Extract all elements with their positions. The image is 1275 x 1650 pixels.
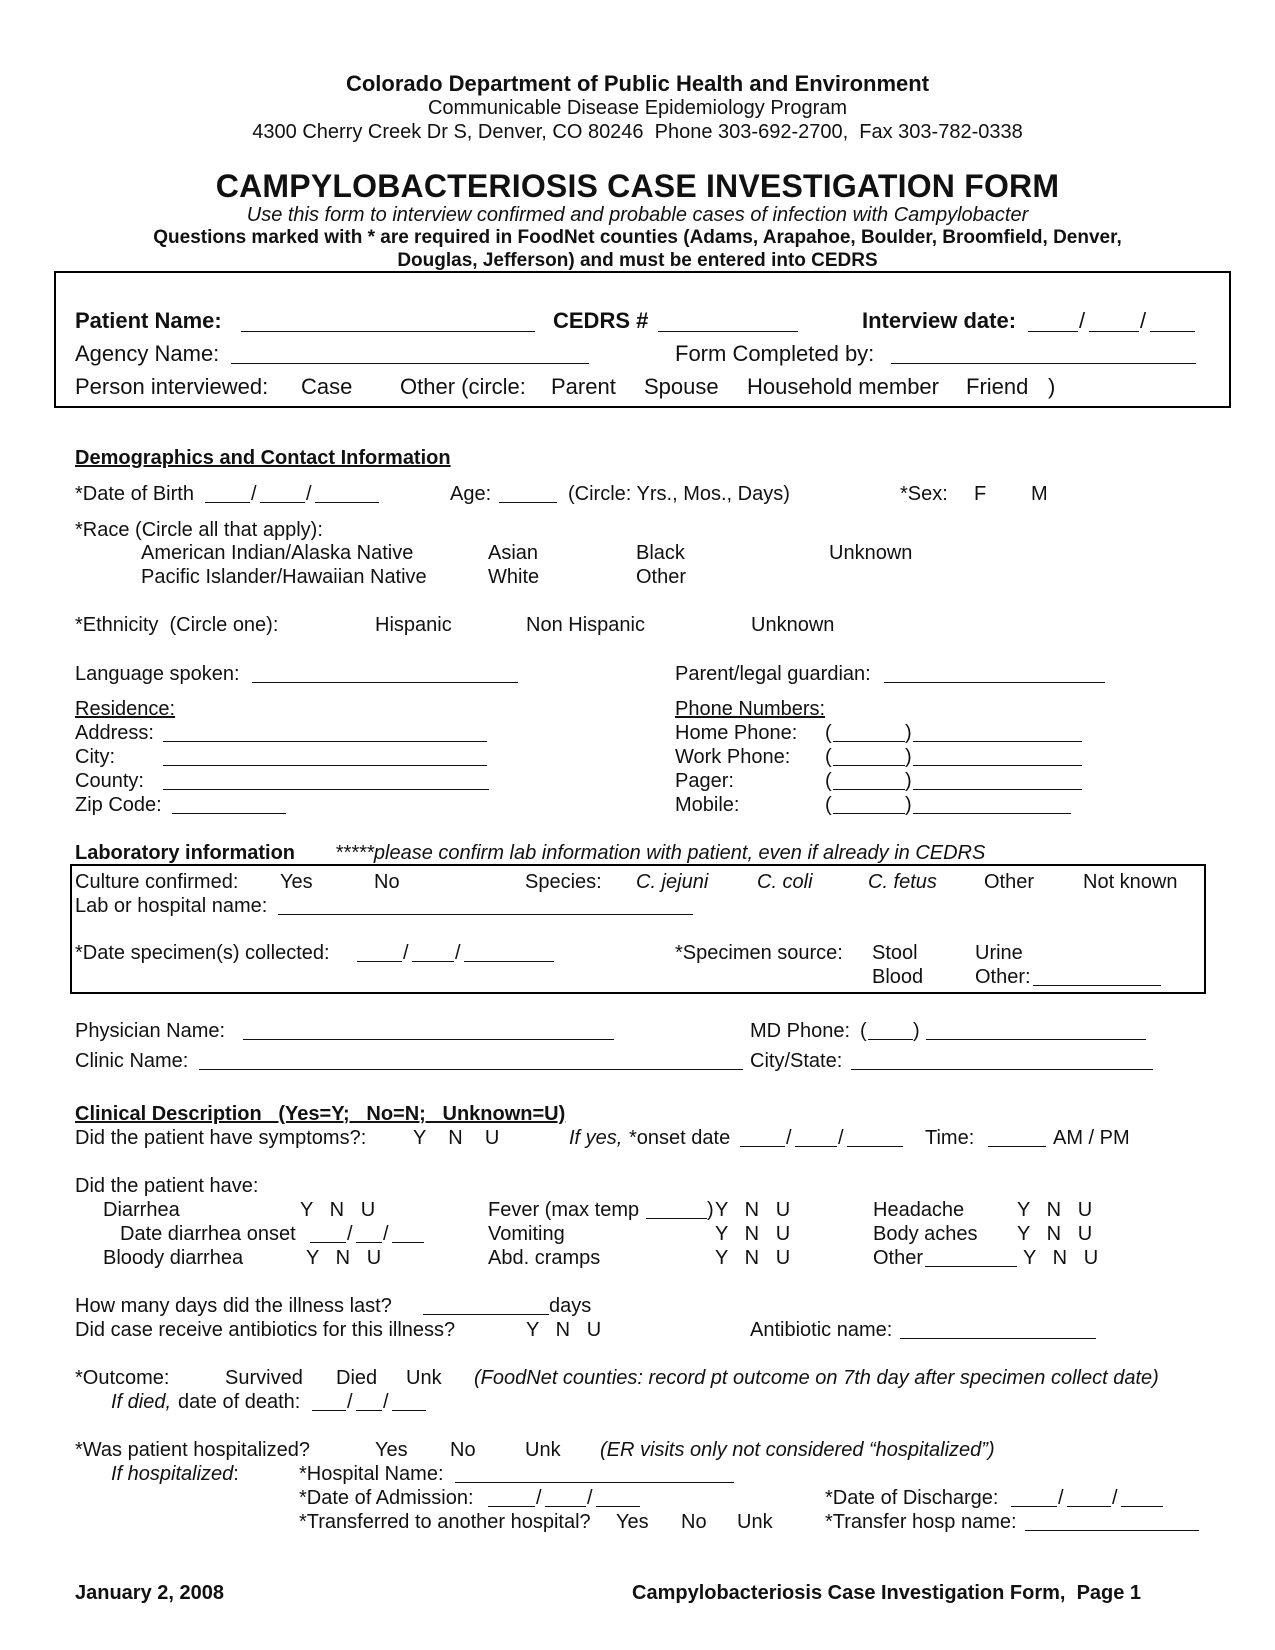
discharge-month[interactable] (1011, 1506, 1057, 1507)
ethnicity-label: *Ethnicity (Circle one): (75, 614, 279, 636)
home-phone-area[interactable] (833, 741, 905, 742)
phones-heading: Phone Numbers: (675, 698, 826, 720)
outcome-unk[interactable]: Unk (406, 1367, 442, 1389)
hospitalized-question: *Was patient hospitalized? (75, 1439, 310, 1461)
body-aches-label: Body aches (873, 1223, 978, 1245)
form-title: CAMPYLOBACTERIOSIS CASE INVESTIGATION FORM (215, 168, 1060, 204)
interview-date-day[interactable] (1089, 331, 1139, 332)
hospitalized-yes[interactable]: Yes (375, 1439, 408, 1461)
death-day[interactable] (356, 1410, 382, 1411)
lab-heading: Laboratory information (75, 842, 296, 864)
required-note-1: Questions marked with * are required in FoodNet counties (Adams, Arapahoe, Boulder, Broomfield, Denver, (153, 227, 1122, 248)
fever-ynu[interactable]: Y N U (715, 1199, 791, 1221)
pager-area[interactable] (833, 789, 905, 790)
culture-no[interactable]: No (374, 871, 400, 893)
source-urine[interactable]: Urine (975, 942, 1023, 964)
ethnicity-option[interactable]: Hispanic (375, 614, 452, 636)
species-option[interactable]: C. jejuni (636, 871, 709, 893)
transferred-question: *Transferred to another hospital? (299, 1511, 591, 1533)
agency-name-label: Agency Name: (75, 341, 220, 366)
diarrhea-onset-day[interactable] (356, 1242, 382, 1243)
city-label: City: (75, 746, 115, 768)
person-interviewed-label: Person interviewed: (75, 374, 269, 399)
vomiting-label: Vomiting (488, 1223, 565, 1245)
md-phone-label: MD Phone: (750, 1020, 851, 1042)
demographics-heading: Demographics and Contact Information (75, 447, 451, 469)
city-field[interactable] (163, 765, 487, 766)
required-note-2: Douglas, Jefferson) and must be entered into CEDRS (397, 250, 878, 271)
death-date-label: date of death: (178, 1391, 301, 1413)
age-field[interactable] (499, 502, 557, 503)
sex-f[interactable]: F (974, 483, 987, 505)
symptoms-question: Did the patient have symptoms?: (75, 1127, 367, 1149)
days-question: How many days did the illness last? (75, 1295, 392, 1317)
antibiotics-question: Did case receive antibiotics for this illness? (75, 1319, 456, 1341)
city-state-label: City/State: (750, 1050, 843, 1072)
transfer-name-label: *Transfer hosp name: (825, 1511, 1017, 1533)
admission-day[interactable] (545, 1506, 586, 1507)
diarrhea-onset-month[interactable] (310, 1242, 346, 1243)
residence-heading: Residence: (75, 698, 176, 720)
interview-date-year[interactable] (1150, 331, 1195, 332)
zip-field[interactable] (172, 813, 286, 814)
dob-label: *Date of Birth (75, 483, 194, 505)
program-name: Communicable Disease Epidemiology Program (427, 97, 848, 119)
admission-year[interactable] (596, 1506, 640, 1507)
fever-label: Fever (max temp (488, 1199, 640, 1221)
abd-label: Abd. cramps (488, 1247, 601, 1269)
other-symptom-label: Other (873, 1247, 924, 1269)
body-aches-ynu[interactable]: Y N U (1017, 1223, 1093, 1245)
diarrhea-onset-year[interactable] (392, 1242, 424, 1243)
date-collected-month[interactable] (357, 961, 402, 962)
close-paren: ) (1048, 374, 1056, 399)
clinic-name-field[interactable] (199, 1069, 743, 1070)
source-other-field[interactable] (1033, 985, 1161, 986)
er-note: (ER visits only not considered “hospitalized”) (600, 1439, 995, 1461)
race-option[interactable]: Pacific Islander/Hawaiian Native (141, 566, 427, 588)
clinic-name-label: Clinic Name: (75, 1050, 189, 1072)
antibiotics-ynu[interactable]: Y N U (526, 1319, 602, 1341)
patient-name-label: Patient Name: (75, 308, 222, 333)
lab-name-label: Lab or hospital name: (75, 895, 268, 917)
guardian-field[interactable] (884, 682, 1105, 683)
antibiotic-name-field[interactable] (900, 1338, 1096, 1339)
diarrhea-ynu[interactable]: Y N U (300, 1199, 376, 1221)
days-unit: days (549, 1295, 592, 1317)
age-unit-options[interactable]: (Circle: Yrs., Mos., Days) (568, 483, 790, 505)
physician-name-label: Physician Name: (75, 1020, 226, 1042)
pager-field[interactable] (913, 789, 1082, 790)
footer-page: Campylobacteriosis Case Investigation Form, Page 1 (632, 1582, 1142, 1604)
mobile-label: Mobile: (675, 794, 740, 816)
sex-m[interactable]: M (1031, 483, 1048, 505)
outcome-label: *Outcome: (75, 1367, 170, 1389)
race-option[interactable]: Other (636, 566, 687, 588)
option-friend[interactable]: Friend (966, 374, 1029, 399)
headache-ynu[interactable]: Y N U (1017, 1199, 1093, 1221)
source-other-label: Other: (975, 966, 1031, 988)
patient-name-field[interactable] (241, 331, 535, 332)
mobile-area[interactable] (833, 813, 905, 814)
time-field[interactable] (988, 1146, 1046, 1147)
source-blood[interactable]: Blood (872, 966, 924, 988)
cedrs-label: CEDRS # (553, 308, 649, 333)
transferred-yes[interactable]: Yes (616, 1511, 649, 1533)
date-collected-label: *Date specimen(s) collected: (75, 942, 330, 964)
species-not-known[interactable]: Not known (1083, 871, 1178, 893)
home-phone-field[interactable] (913, 741, 1082, 742)
hospital-name-field[interactable] (455, 1482, 734, 1483)
hospital-name-label: *Hospital Name: (299, 1463, 444, 1485)
discharge-date-label: *Date of Discharge: (825, 1487, 999, 1509)
county-field[interactable] (163, 789, 489, 790)
county-label: County: (75, 770, 144, 792)
death-year[interactable] (392, 1410, 426, 1411)
md-phone-area[interactable] (868, 1039, 913, 1040)
pager-label: Pager: (675, 770, 734, 792)
language-field[interactable] (252, 682, 518, 683)
vomiting-ynu[interactable]: Y N U (715, 1223, 791, 1245)
language-label: Language spoken: (75, 663, 240, 685)
work-phone-field[interactable] (913, 765, 1082, 766)
lab-note: *****please confirm lab information with patient, even if already in CEDRS (335, 842, 986, 864)
agency-name-field[interactable] (231, 363, 589, 364)
discharge-year[interactable] (1121, 1506, 1163, 1507)
form-subtitle: Use this form to interview confirmed and probable cases of infection with Campylobacter (246, 204, 1029, 226)
physician-name-field[interactable] (243, 1039, 614, 1040)
ethnicity-option[interactable]: Non Hispanic (526, 614, 645, 636)
diarrhea-label: Diarrhea (103, 1199, 180, 1221)
onset-year[interactable] (847, 1146, 903, 1147)
transferred-no[interactable]: No (681, 1511, 707, 1533)
city-state-field[interactable] (851, 1069, 1153, 1070)
clinical-heading: Clinical Description (Yes=Y; No=N; Unknown=U) (75, 1103, 566, 1125)
hospitalized-no[interactable]: No (450, 1439, 476, 1461)
option-case[interactable]: Case (301, 374, 353, 399)
mobile-field[interactable] (913, 813, 1071, 814)
sex-label: *Sex: (900, 483, 948, 505)
diarrhea-onset-label: Date diarrhea onset (120, 1223, 296, 1245)
org-name: Colorado Department of Public Health and Environment (345, 71, 930, 96)
culture-yes[interactable]: Yes (280, 871, 313, 893)
transfer-name-field[interactable] (1025, 1530, 1199, 1531)
guardian-label: Parent/legal guardian: (675, 663, 871, 685)
source-label: *Specimen source: (675, 942, 843, 964)
race-option[interactable]: White (488, 566, 540, 588)
other-symptom-field[interactable] (925, 1266, 1017, 1267)
form-completed-label: Form Completed by: (675, 341, 875, 366)
discharge-day[interactable] (1067, 1506, 1111, 1507)
bloody-label: Bloody diarrhea (103, 1247, 244, 1269)
interview-date-month[interactable] (1028, 331, 1078, 332)
org-address: 4300 Cherry Creek Dr S, Denver, CO 80246 Phone 303-692-2700, Fax 303-782-0338 (252, 121, 1023, 143)
md-phone-field[interactable] (926, 1039, 1146, 1040)
option-other-label: Other (circle: (400, 374, 526, 399)
species-other[interactable]: Other (984, 871, 1035, 893)
race-option[interactable]: Black (636, 542, 685, 564)
date-collected-year[interactable] (464, 961, 554, 962)
culture-label: Culture confirmed: (75, 871, 239, 893)
zip-label: Zip Code: (75, 794, 162, 816)
days-field[interactable] (423, 1314, 549, 1315)
dob-year[interactable] (315, 502, 379, 503)
home-phone-label: Home Phone: (675, 722, 798, 744)
footer-date: January 2, 2008 (75, 1582, 224, 1604)
other-symptom-ynu[interactable]: Y N U (1023, 1247, 1099, 1269)
fever-temp-field[interactable] (646, 1218, 707, 1219)
outcome-survived[interactable]: Survived (225, 1367, 303, 1389)
time-label: Time: (925, 1127, 975, 1149)
species-option[interactable]: C. coli (757, 871, 813, 893)
hospitalized-unk[interactable]: Unk (525, 1439, 561, 1461)
address-label: Address: (75, 722, 154, 744)
bloody-ynu[interactable]: Y N U (306, 1247, 382, 1269)
onset-date-label: *onset date (629, 1127, 731, 1149)
if-hospitalized-label: If hospitalized: (111, 1463, 239, 1485)
cedrs-field[interactable] (658, 331, 798, 332)
if-died-label: If died, (111, 1391, 172, 1413)
ampm-option[interactable]: AM / PM (1053, 1127, 1130, 1149)
source-stool[interactable]: Stool (872, 942, 918, 964)
option-spouse[interactable]: Spouse (644, 374, 719, 399)
outcome-note: (FoodNet counties: record pt outcome on 7th day after specimen collect date) (474, 1367, 1159, 1389)
option-parent[interactable]: Parent (551, 374, 616, 399)
work-phone-label: Work Phone: (675, 746, 791, 768)
transferred-unk[interactable]: Unk (737, 1511, 773, 1533)
race-option[interactable]: American Indian/Alaska Native (141, 542, 414, 564)
form-completed-field[interactable] (891, 363, 1196, 364)
onset-month[interactable] (740, 1146, 785, 1147)
species-label: Species: (525, 871, 602, 893)
age-label: Age: (450, 483, 492, 505)
onset-day[interactable] (795, 1146, 837, 1147)
symptoms-ynu[interactable]: Y N U (413, 1127, 500, 1149)
work-phone-area[interactable] (833, 765, 905, 766)
race-label: *Race (Circle all that apply): (75, 519, 323, 541)
species-option[interactable]: C. fetus (868, 871, 937, 893)
option-household[interactable]: Household member (747, 374, 939, 399)
headache-label: Headache (873, 1199, 965, 1221)
abd-ynu[interactable]: Y N U (715, 1247, 791, 1269)
interview-date-label: Interview date: (862, 308, 1017, 333)
race-option[interactable]: Asian (488, 542, 539, 564)
lab-name-field[interactable] (278, 914, 693, 915)
ethnicity-option[interactable]: Unknown (751, 614, 835, 636)
did-have-label: Did the patient have: (75, 1175, 259, 1197)
admission-month[interactable] (488, 1506, 535, 1507)
date-collected-day[interactable] (412, 961, 454, 962)
death-month[interactable] (312, 1410, 346, 1411)
if-yes-label: If yes, (569, 1127, 623, 1149)
dob-day[interactable] (260, 502, 305, 503)
outcome-died[interactable]: Died (336, 1367, 378, 1389)
address-field[interactable] (163, 741, 487, 742)
admission-date-label: *Date of Admission: (299, 1487, 474, 1509)
antibiotic-name-label: Antibiotic name: (750, 1319, 893, 1341)
race-option[interactable]: Unknown (829, 542, 913, 564)
dob-month[interactable] (205, 502, 250, 503)
